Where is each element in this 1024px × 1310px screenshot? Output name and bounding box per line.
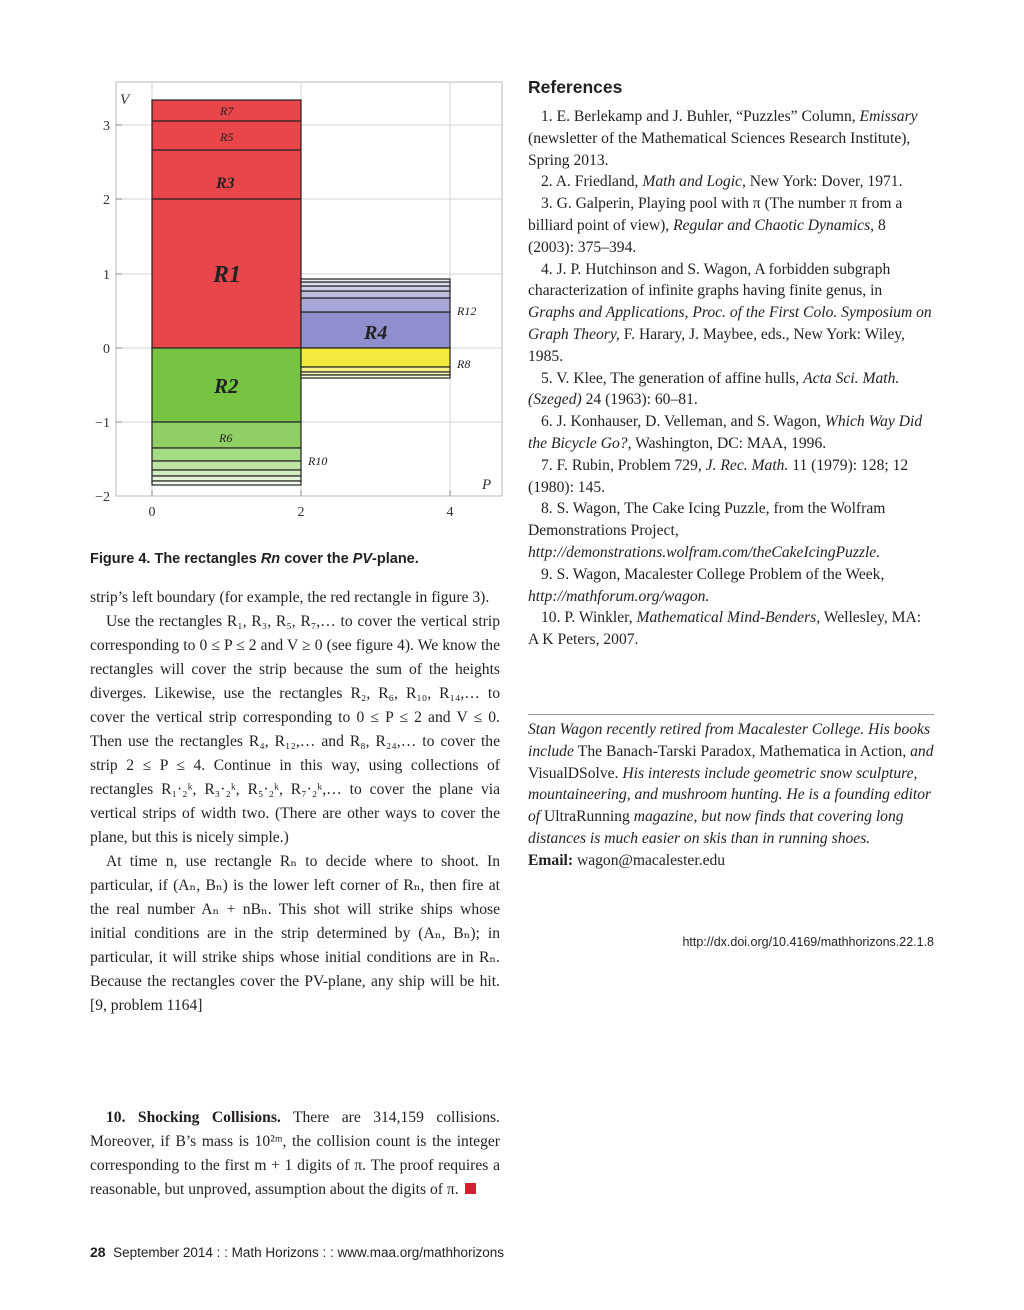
label-r2: R2: [214, 374, 239, 398]
x-tick-label: 4: [446, 505, 454, 520]
rect-green-small: [152, 470, 301, 476]
ref-text: 8 (2003): 375–394.: [528, 216, 886, 256]
ref-italic: Emissary: [859, 108, 918, 125]
figure-caption: [90, 551, 419, 567]
ref-text: 6. J. Konhauser, D. Velleman, and S. Wagon,: [541, 413, 825, 431]
ref-text: 2. A. Friedland,: [541, 173, 643, 191]
label-r3: R3: [216, 175, 235, 192]
label-r7: R7: [220, 104, 234, 118]
ref-italic: Mathematical Mind-Benders,: [636, 609, 821, 627]
bio-italic: and: [906, 742, 934, 760]
ref-text: 24 (1963): 60–81.: [581, 391, 698, 409]
axis-label-v: V: [120, 92, 130, 108]
ref-text: 5. V. Klee, The generation of affine hulls,: [541, 369, 804, 387]
ref-link[interactable]: http://mathforum.org/wagon.: [528, 587, 710, 605]
rect-yellow-small: [301, 367, 450, 372]
bio-upright: The Banach-Tarski Paradox, Mathematica in Action,: [577, 742, 907, 760]
rect-blue-small: [301, 286, 450, 291]
ref-text: Wellesley, MA: A K Peters, 2007.: [528, 609, 922, 649]
rect-blue-small: [301, 282, 450, 286]
ref-italic: Regular and Chaotic Dynamics,: [673, 216, 875, 234]
caption-mid: cover the: [280, 551, 353, 567]
ref-text: 4. J. P. Hutchinson and S. Wagon, A forbidden subgraph characterization of infinite graphs having finite genus, in: [528, 260, 891, 300]
bio-divider: [528, 714, 934, 715]
ref-italic: Which Way Did the Bicycle Go?,: [528, 413, 923, 452]
references-heading: References: [528, 77, 623, 97]
paragraph: At time n, use rectangle Rₙ to decide where to shoot. In particular, if (Aₙ, Bₙ) is the lower left corner of Rₙ, then fire at the real number Aₙ + nBₙ. This shot will strike ships whose initial conditions are in the strip determined by (Aₙ, Bₙ); in particular, it will strike ships whose initial conditions are in Rₙ. Because the rectangles cover the PV-plane, any ship will be hit. [9, problem 1164]: [90, 853, 500, 1014]
caption-rn: Rn: [260, 551, 281, 567]
footer-text: September 2014 : : Math Horizons : : www.maa.org/mathhorizons: [113, 1245, 505, 1260]
y-tick-label: 3: [103, 119, 110, 134]
ref-text: Washington, DC: MAA, 1996.: [631, 434, 827, 452]
bio-italic: Stan Wagon recently retired from Macalester College. His books include: [528, 721, 931, 760]
y-tick-label: 2: [103, 193, 110, 208]
reference-item: [528, 106, 932, 171]
solution-body: There are 314,159 collisions. Moreover, if B’s mass is 10²ᵐ, the collision count is the integer corresponding to the first m + 1 digits of π. The proof requires a reasonable, but unproved, assumption about the digits of π.: [90, 1109, 500, 1198]
reference-item: [528, 411, 932, 455]
caption-prefix: Figure 4. The rectangles: [90, 551, 261, 567]
solution-heading: 10. Shocking Collisions.: [106, 1109, 281, 1126]
author-bio: [528, 719, 934, 872]
label-r8: R8: [457, 357, 471, 371]
solution-10: [90, 1106, 500, 1202]
ref-link[interactable]: http://demonstrations.wolfram.com/theCakeIcingPuzzle.: [528, 543, 881, 561]
green-rectangles: [152, 348, 301, 485]
y-tick-label: 1: [103, 268, 110, 283]
rect-green-small: [152, 481, 301, 485]
ref-italic: Math and Logic,: [642, 173, 746, 191]
email-line: [528, 850, 934, 872]
label-r1: R1: [213, 262, 242, 288]
reference-item: [528, 171, 932, 193]
ref-text: 8. S. Wagon, The Cake Icing Puzzle, from the Wolfram Demonstrations Project,: [528, 500, 886, 540]
x-tick-label: 2: [297, 505, 305, 520]
bio-italic: His interests include geometric snow sculpture, mountaineering, and mushroom hunting. He is a founding editor of: [528, 764, 932, 826]
rect-blue-small: [301, 291, 450, 298]
ref-text: 9. S. Wagon, Macalester College Problem of the Week,: [541, 565, 885, 583]
reference-item: [528, 193, 932, 258]
rectangles-plot: [88, 78, 508, 520]
page-footer: [90, 1244, 504, 1260]
rect-r12: [301, 298, 450, 312]
x-tick-label: 0: [148, 505, 156, 520]
x-tick-labels: [149, 505, 454, 520]
label-r6: R6: [219, 431, 233, 445]
reference-item: [528, 368, 932, 412]
email-label: Email:: [528, 851, 574, 869]
rect-green-small: [152, 461, 301, 470]
paragraph: strip’s left boundary (for example, the red rectangle in figure 3).: [90, 589, 490, 606]
y-tick-labels: [95, 119, 110, 505]
ref-italic: Graphs and Applications, Proc. of the First Colo. Symposium on Graph Theory,: [528, 304, 932, 343]
y-tick-label: 0: [103, 342, 110, 357]
rect-yellow-small: [301, 375, 450, 378]
references-list: [528, 106, 932, 651]
doi-link[interactable]: http://dx.doi.org/10.4169/mathhorizons.22.1.8: [682, 935, 934, 949]
ref-italic: Acta Sci. Math. (Szeged): [528, 369, 900, 409]
rect-r8: [301, 348, 450, 367]
reference-item: [528, 607, 932, 651]
ref-text: (newsletter of the Mathematical Sciences Research Institute), Spring 2013.: [528, 129, 911, 169]
ref-text: 11 (1979): 128; 12 (1980): 145.: [528, 456, 909, 496]
reference-item: [528, 259, 932, 368]
label-r12: R12: [457, 304, 477, 318]
references-section: [528, 77, 932, 651]
paragraph: Use the rectangles R₁, R₃, R₅, R₇,… to cover the vertical strip corresponding to 0 ≤ P ≤ 2 and V ≥ 0 (see figure 4). We know the rectangles will cover the strip because the sum of the heights diverges. Likewise, use the rectangles R₂, R₆, R₁₀, R₁₄,… to cover the vertical strip corresponding to 0 ≤ P ≤ 2 and V ≤ 0. Then use the rectangles R₄, R₁₂,… and R₈, R₂₄,… to cover the strip 2 ≤ P ≤ 4. Continue in this way, using collections of rectangles R₁·₂ᵏ, R₃·₂ᵏ, R₅·₂ᵏ, R₇·₂ᵏ,… to cover the plane via vertical strips of width two. (There are other ways to cover the plane, but this is nicely simple.): [90, 613, 500, 846]
ref-italic: J. Rec. Math.: [705, 456, 789, 474]
ref-text: 7. F. Rubin, Problem 729,: [541, 456, 706, 474]
page-number: 28: [90, 1244, 106, 1260]
bio-text: [528, 719, 934, 850]
end-mark-icon: [465, 1183, 476, 1194]
ref-text: New York: Dover, 1971.: [745, 173, 903, 191]
rect-blue-small: [301, 279, 450, 282]
ref-text: 10. P. Winkler,: [541, 609, 637, 627]
y-tick-label: −2: [95, 490, 110, 505]
bio-upright: UltraRunning: [544, 808, 630, 826]
yellow-rectangles: [301, 348, 450, 378]
email-link[interactable]: wagon@macalester.edu: [576, 851, 726, 869]
reference-item: [528, 455, 932, 499]
rect-green-small: [152, 476, 301, 481]
rect-r10: [152, 448, 301, 461]
y-tick-label: −1: [95, 416, 110, 431]
ref-text: 1. E. Berlekamp and J. Buhler, “Puzzles” Column,: [541, 108, 860, 125]
figure-4: [88, 78, 508, 520]
label-r10: R10: [308, 454, 328, 468]
reference-item: [528, 498, 932, 563]
label-r4: R4: [364, 322, 388, 344]
paragraph: [90, 1106, 500, 1202]
caption-pv: PV: [352, 551, 373, 567]
caption-suffix: -plane.: [372, 551, 419, 567]
ref-text: 3. G. Galperin, Playing pool with π (The number π from a billiard point of view),: [528, 195, 903, 234]
bio-upright: VisualDSolve.: [528, 764, 619, 782]
left-column-body: [90, 586, 500, 1018]
axis-label-p: P: [482, 477, 492, 493]
label-r5: R5: [220, 130, 234, 144]
reference-item: [528, 564, 932, 608]
bio-italic: magazine, but now finds that covering long distances is much easier on skis than in running shoes.: [528, 808, 904, 847]
ref-text: F. Harary, J. Maybee, eds., New York: Wiley, 1985.: [528, 325, 905, 365]
